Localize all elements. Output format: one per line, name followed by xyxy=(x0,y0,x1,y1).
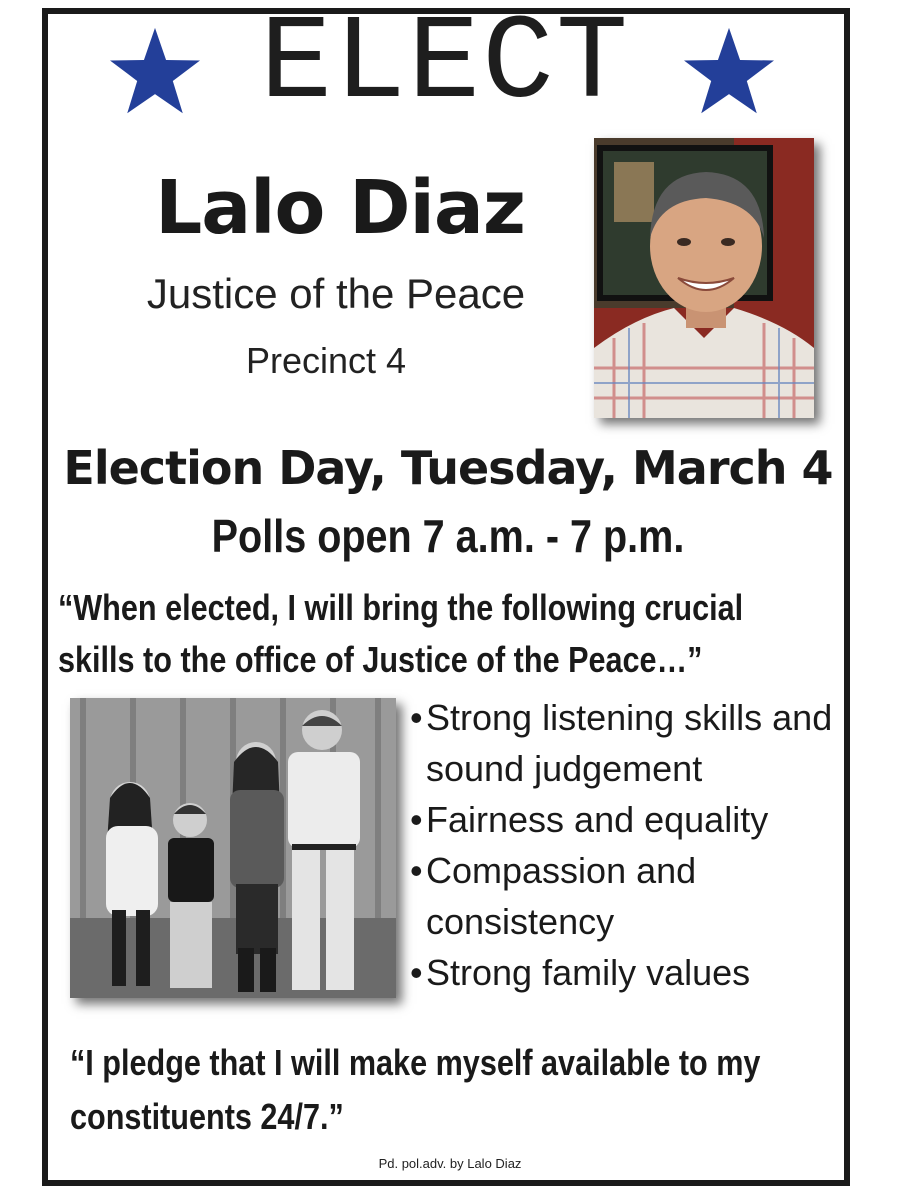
pledge-quote: “I pledge that I will make myself available to my constituents 24/7.” xyxy=(70,1042,761,1137)
candidate-photo xyxy=(594,138,814,418)
elect-heading: ELECT xyxy=(259,0,631,133)
candidate-precinct: Precinct 4 xyxy=(245,340,407,381)
skill-item: • Strong family values xyxy=(410,947,850,998)
family-photo xyxy=(70,698,396,998)
skill-item: • Strong listening skills and sound judgement xyxy=(410,692,850,794)
star-icon xyxy=(682,26,776,116)
skill-item: • Fairness and equality xyxy=(410,794,850,845)
paid-disclaimer: Pd. pol.adv. by Lalo Diaz xyxy=(378,1156,522,1171)
skill-item: • Compassion and consistency xyxy=(410,845,850,947)
star-icon xyxy=(108,26,202,116)
polls-hours: Polls open 7 a.m. - 7 p.m. xyxy=(211,510,685,562)
intro-quote: “When elected, I will bring the following crucial skills to the office of Justice of the Peace…” xyxy=(58,587,744,680)
election-day: Election Day, Tuesday, March 4 xyxy=(63,441,833,495)
skills-list xyxy=(410,692,850,998)
candidate-office: Justice of the Peace xyxy=(146,270,526,317)
candidate-name: Lalo Diaz xyxy=(155,165,525,251)
